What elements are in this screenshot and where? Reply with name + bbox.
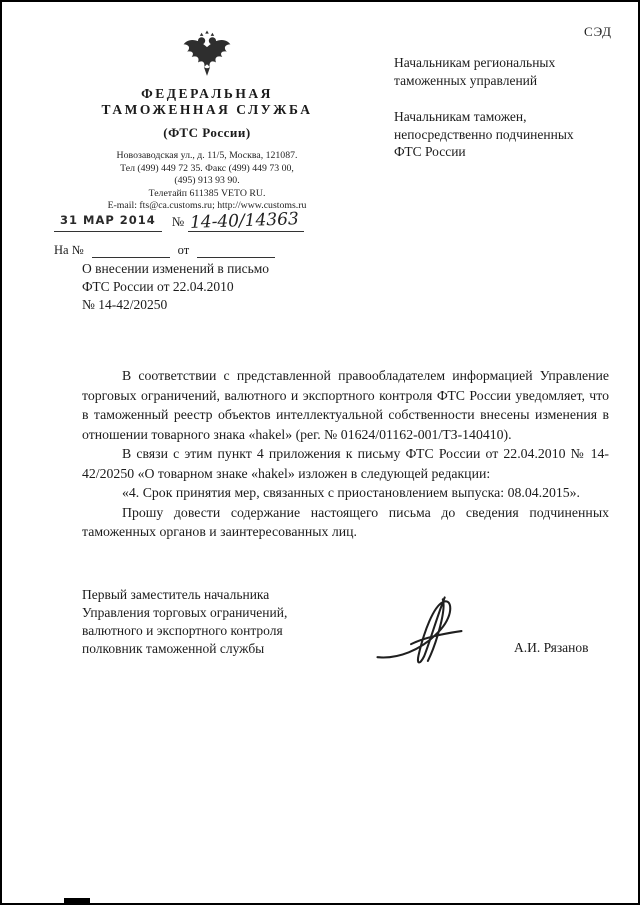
signer-title-line4: полковник таможенной службы (82, 641, 265, 656)
org-teletype: Телетайп 611385 VETO RU. (148, 187, 266, 199)
coat-of-arms-icon (180, 28, 234, 86)
recipient-2-line2: непосредственно подчиненных (394, 126, 574, 142)
org-short-name: (ФТС России) (163, 125, 251, 140)
ref-label-na: На № (54, 243, 84, 257)
handwritten-signature-icon (370, 590, 482, 679)
recipient-1-line1: Начальникам региональных (394, 55, 556, 70)
recipient-2-line1: Начальникам таможен, (394, 109, 527, 124)
org-name-line1: ФЕДЕРАЛЬНАЯ (141, 86, 273, 101)
letterhead (82, 86, 332, 213)
org-name-line2: ТАМОЖЕННАЯ СЛУЖБА (101, 102, 313, 117)
sed-label: СЭД (583, 24, 612, 39)
date-stamp-underline (54, 211, 162, 232)
subject-line3: № 14-42/20250 (82, 297, 168, 312)
number-sign: № (171, 214, 185, 229)
recipients-block (394, 54, 599, 161)
doc-number-underline (188, 211, 304, 232)
reference-line (54, 243, 283, 258)
body-paragraph-3: «4. Срок принятия мер, связанных с приостановлением выпуска: 08.04.2015». (122, 485, 581, 500)
subject-line1: О внесении изменений в письмо (82, 261, 270, 276)
signer-title-block (82, 586, 322, 658)
recipient-1-line2: таможенных управлений (394, 72, 538, 88)
scan-artifact (64, 898, 90, 903)
body-paragraph-4: Прошу довести содержание настоящего письма до сведения подчиненных таможенных органов и заинтересованных лиц. (82, 504, 609, 539)
letter-body (82, 366, 609, 542)
date-number-line (54, 211, 354, 232)
org-phone-line2: (495) 913 93 90. (174, 175, 240, 186)
ref-date-blank (197, 243, 275, 258)
ref-number-blank (92, 243, 170, 258)
recipient-2-line3: ФТС России (394, 144, 466, 159)
signer-title-line1: Первый заместитель начальника (82, 587, 270, 602)
subject-block (82, 260, 342, 314)
org-phone-line1: Тел (499) 449 72 35. Факс (499) 449 73 00, (120, 162, 294, 174)
signer-name: А.И. Рязанов (514, 640, 589, 655)
subject-line2: ФТС России от 22.04.2010 (82, 279, 234, 294)
signer-title-line2: Управления торговых ограничений, (82, 605, 288, 620)
recipient-1 (394, 54, 599, 89)
org-email: E-mail: fts@ca.customs.ru; http://www.customs.ru (107, 200, 307, 211)
signer-title-line3: валютного и экспортного контроля (82, 623, 283, 638)
recipient-2 (394, 108, 599, 161)
doc-number-handwritten: 14-40/14363 (189, 209, 300, 233)
ref-label-ot: от (177, 243, 190, 257)
body-paragraph-1: В соответствии с представленной правообладателем информацией Управление торговых ограничений, валютного и экспортного контроля ФТС России уведомляет, что в таможенный реестр объектов интеллектуальной собственности внесены изменения в отношении товарного знака «hakel» (рег. № 01624/01162-001/ТЗ-140410). (82, 368, 609, 442)
body-paragraph-2: В связи с этим пункт 4 приложения к письму ФТС России от 22.04.2010 № 14-42/20250 «О товарном знаке «hakel» изложен в следующей редакции: (82, 446, 609, 481)
date-stamp: 31 МАР 2014 (60, 213, 156, 227)
org-address: Новозаводская ул., д. 11/5, Москва, 121087. (116, 150, 298, 161)
